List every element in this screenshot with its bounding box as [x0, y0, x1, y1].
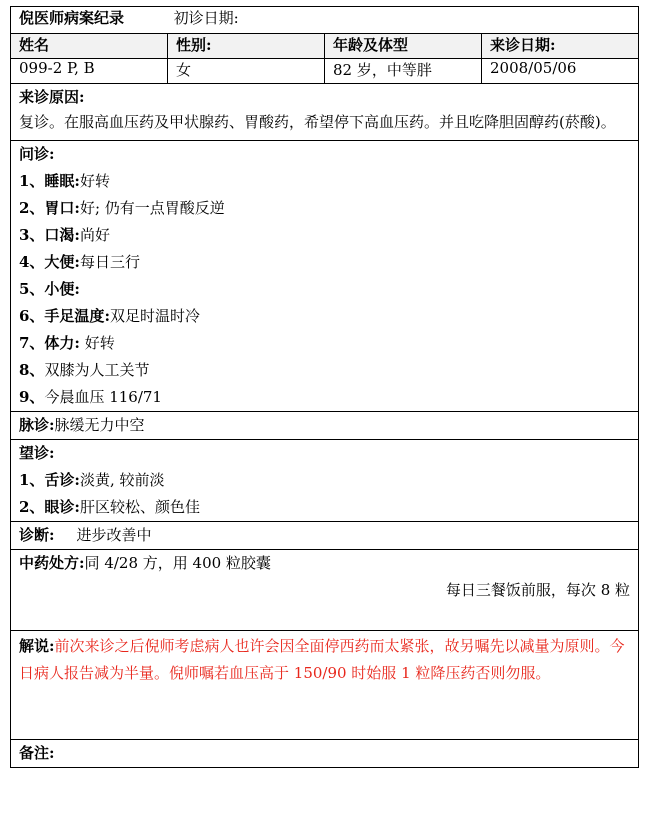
- pulse-label: 脉诊:: [19, 416, 55, 434]
- inquiry-item: [19, 222, 630, 249]
- inquiry-section: [11, 141, 639, 412]
- inquiry-label: 问诊:: [19, 145, 55, 163]
- explanation-label: 解说:: [19, 637, 55, 655]
- inquiry-item: [19, 303, 630, 330]
- inquiry-item-key: 6、手足温度:: [19, 307, 110, 325]
- inquiry-item: [19, 384, 630, 411]
- inquiry-item-value: 好转: [79, 172, 110, 190]
- inquiry-item: [19, 249, 630, 276]
- age-build-header: 年龄及体型: [325, 34, 482, 59]
- inquiry-item-value: 每日三行: [79, 253, 140, 271]
- observation-item-key: 2、眼诊:: [19, 498, 80, 516]
- prescription-dosage: 每日三餐饭前服，每次 8 粒: [445, 581, 631, 599]
- inquiry-item-value: 双膝为人工关节: [44, 361, 150, 379]
- first-visit-date-label: 初诊日期:: [173, 9, 239, 27]
- notes-section: [11, 740, 639, 768]
- inquiry-item: [19, 276, 630, 303]
- inquiry-item-key: 7、体力:: [19, 334, 80, 352]
- observation-item: [19, 467, 630, 494]
- inquiry-item: [19, 357, 630, 384]
- diagnosis-label: 诊断:: [19, 526, 55, 544]
- observation-item: [19, 494, 630, 521]
- inquiry-item-value: 好; 仍有一点胃酸反逆: [79, 199, 225, 217]
- prescription-label: 中药处方:: [19, 554, 85, 572]
- visit-reason-text: 复诊。在服高血压药及甲状腺药、胃酸药，希望停下高血压药。并且吃降胆固醇药(菸酸)。: [19, 113, 616, 131]
- inquiry-item-key: 8、: [19, 361, 45, 379]
- inquiry-item-value: 今晨血压 116/71: [44, 388, 162, 406]
- inquiry-item-key: 3、口渴:: [19, 226, 80, 244]
- diagnosis-value: 进步改善中: [76, 526, 152, 544]
- record-title-cell: [11, 7, 639, 34]
- inquiry-item-key: 4、大便:: [19, 253, 80, 271]
- pulse-value: 脉缓无力中空: [54, 416, 145, 434]
- patient-age-build: 82 岁，中等胖: [325, 59, 482, 84]
- patient-visit-date: 2008/05/06: [482, 59, 639, 84]
- inquiry-item-key: 5、小便:: [19, 280, 80, 298]
- inquiry-item: [19, 195, 630, 222]
- patient-id: 099-2 P, B: [11, 59, 168, 84]
- inquiry-item-value: 好转: [79, 334, 115, 352]
- observation-item-value: 淡黄, 较前淡: [79, 471, 165, 489]
- observation-section: [11, 440, 639, 522]
- pulse-section: [11, 412, 639, 440]
- inquiry-item-value: 双足时温时冷: [109, 307, 200, 325]
- explanation-section: [11, 631, 639, 740]
- patient-gender: 女: [168, 59, 325, 84]
- observation-item-value: 肝区较松、颜色佳: [79, 498, 200, 516]
- gender-header: 性别:: [168, 34, 325, 59]
- inquiry-item-key: 9、: [19, 388, 45, 406]
- visit-date-header: 来诊日期:: [482, 34, 639, 59]
- visit-reason-section: [11, 84, 639, 141]
- visit-reason-label: 来诊原因:: [19, 88, 85, 106]
- name-header: 姓名: [11, 34, 168, 59]
- inquiry-item-value: 尚好: [79, 226, 110, 244]
- inquiry-item: [19, 330, 630, 357]
- notes-label: 备注:: [19, 744, 55, 762]
- medical-record-form: [10, 6, 639, 768]
- prescription-section: [11, 550, 639, 631]
- prescription-value: 同 4/28 方，用 400 粒胶囊: [84, 554, 271, 572]
- inquiry-item: [19, 168, 630, 195]
- observation-item-key: 1、舌诊:: [19, 471, 80, 489]
- diagnosis-section: [11, 522, 639, 550]
- inquiry-item-key: 1、睡眠:: [19, 172, 80, 190]
- inquiry-item-key: 2、胃口:: [19, 199, 80, 217]
- doc-title: 倪医师病案纪录: [19, 9, 125, 27]
- observation-label: 望诊:: [19, 444, 55, 462]
- explanation-text: 前次来诊之后倪师考虑病人也许会因全面停西药而太紧张，故另嘱先以减量为原则。今日病人报告减为半量。倪师嘱若血压高于 150/90 时始服 1 粒降压药否则勿服。: [19, 637, 625, 682]
